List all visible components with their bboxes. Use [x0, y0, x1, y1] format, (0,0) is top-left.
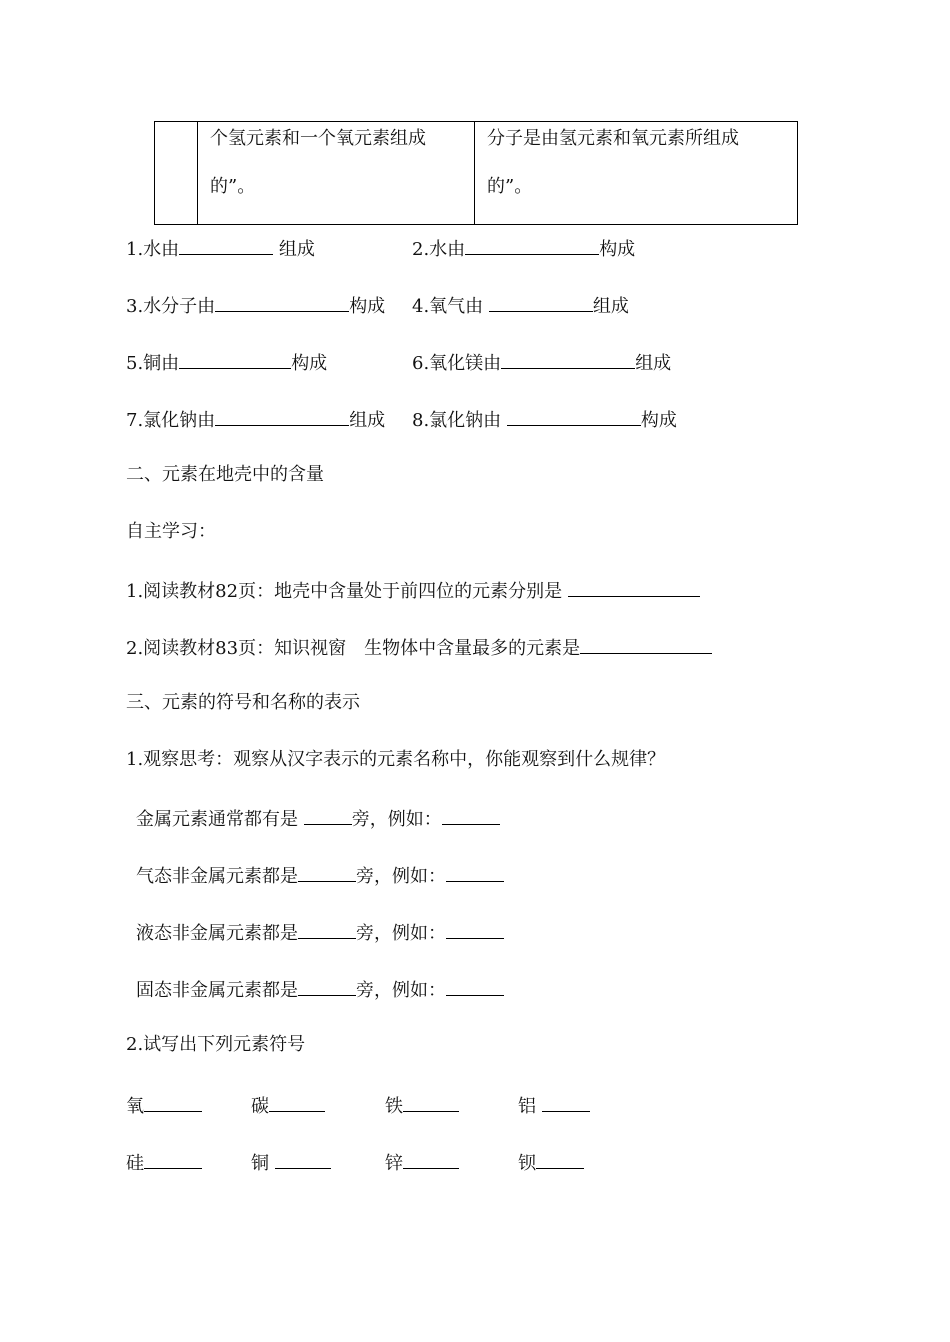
rule-item: [136, 806, 500, 831]
question-text: 金属元素通常都有是: [136, 809, 304, 830]
element-name: 铝: [518, 1096, 542, 1117]
reading-item-1: [126, 578, 700, 603]
question-text: 构成: [599, 239, 636, 260]
answer-blank[interactable]: [298, 863, 356, 882]
question-text: 2.阅读教材83页：知识视窗 生物体中含量最多的元素是: [126, 638, 581, 659]
question-text: 8.氯化钠由: [412, 410, 507, 431]
answer-blank[interactable]: [507, 407, 641, 426]
answer-blank[interactable]: [536, 1150, 584, 1169]
question-text: 6.氧化镁由: [412, 353, 502, 374]
element-item: [385, 1093, 459, 1118]
element-item: [385, 1150, 459, 1175]
table-text: 个氢元素和一个氧元素组成: [210, 128, 426, 149]
element-name: 氧: [126, 1096, 144, 1117]
answer-blank[interactable]: [465, 236, 599, 255]
section-heading: 二、元素在地壳中的含量: [126, 464, 324, 485]
question-text: 构成: [640, 410, 677, 431]
question-text: 3.水分子由: [126, 296, 216, 317]
element-item: [126, 1093, 202, 1118]
question-8: [412, 407, 677, 432]
table-cell-correct: [475, 122, 798, 225]
element-name: 铜: [251, 1153, 275, 1174]
question-text: 旁，例如：: [356, 923, 446, 944]
answer-blank[interactable]: [179, 236, 273, 255]
rule-item: [136, 920, 504, 945]
question-text: 1.阅读教材82页：地壳中含量处于前四位的元素分别是: [126, 581, 568, 602]
question-3: [126, 293, 385, 318]
section-heading: 三、元素的符号和名称的表示: [126, 692, 360, 713]
answer-blank[interactable]: [179, 350, 291, 369]
answer-blank[interactable]: [215, 407, 349, 426]
answer-blank[interactable]: [542, 1093, 590, 1112]
answer-blank[interactable]: [580, 635, 712, 654]
question-text: 1.水由: [126, 239, 180, 260]
element-name: 钡: [518, 1153, 536, 1174]
question-text: 旁，例如：: [351, 809, 442, 830]
element-name: 铁: [385, 1096, 403, 1117]
rule-item: [136, 977, 504, 1002]
table-cell-incorrect: [198, 122, 475, 225]
answer-blank[interactable]: [144, 1093, 202, 1112]
question-text: 组成: [273, 239, 315, 260]
question-text: 构成: [349, 296, 386, 317]
reading-item-2: [126, 635, 712, 660]
question-text: 4.氧气由: [412, 296, 489, 317]
question-text: 7.氯化钠由: [126, 410, 216, 431]
element-item: [126, 1150, 202, 1175]
answer-blank[interactable]: [298, 977, 356, 996]
question-text: 2.水由: [412, 239, 466, 260]
question-text: 气态非金属元素都是: [136, 866, 298, 887]
table-text: 的”。: [487, 176, 533, 197]
question-text: 组成: [349, 410, 386, 431]
answer-blank[interactable]: [298, 920, 356, 939]
element-item: [518, 1150, 584, 1175]
question-2: [412, 236, 635, 261]
question-text: 构成: [291, 353, 328, 374]
question-text: 旁，例如：: [356, 866, 446, 887]
question-6: [412, 350, 671, 375]
observe-question: 1.观察思考：观察从汉字表示的元素名称中，你能观察到什么规律？: [126, 749, 666, 770]
question-text: 固态非金属元素都是: [136, 980, 298, 1001]
self-study-label: 自主学习：: [126, 521, 216, 542]
answer-blank[interactable]: [446, 863, 504, 882]
element-item: [518, 1093, 590, 1118]
element-name: 碳: [251, 1096, 269, 1117]
element-name: 硅: [126, 1153, 144, 1174]
answer-blank[interactable]: [568, 578, 700, 597]
answer-blank[interactable]: [275, 1150, 331, 1169]
element-name: 锌: [385, 1153, 403, 1174]
answer-blank[interactable]: [501, 350, 635, 369]
element-item: [251, 1150, 331, 1175]
question-1: [126, 236, 315, 261]
table-text: 的”。: [210, 176, 256, 197]
answer-blank[interactable]: [446, 920, 504, 939]
answer-blank[interactable]: [403, 1093, 459, 1112]
question-4: [412, 293, 629, 318]
answer-blank[interactable]: [144, 1150, 202, 1169]
answer-blank[interactable]: [446, 977, 504, 996]
answer-blank[interactable]: [269, 1093, 325, 1112]
answer-blank[interactable]: [442, 806, 500, 825]
table-cell-empty: [155, 122, 198, 225]
question-7: [126, 407, 385, 432]
answer-blank[interactable]: [489, 293, 593, 312]
question-5: [126, 350, 327, 375]
element-item: [251, 1093, 325, 1118]
answer-blank[interactable]: [215, 293, 349, 312]
question-text: 旁，例如：: [356, 980, 446, 1001]
answer-blank[interactable]: [403, 1150, 459, 1169]
table-text: 分子是由氢元素和氧元素所组成: [487, 128, 739, 149]
answer-blank[interactable]: [304, 806, 352, 825]
comparison-table: [154, 121, 798, 225]
question-text: 组成: [635, 353, 672, 374]
question-text: 组成: [592, 296, 629, 317]
question-text: 液态非金属元素都是: [136, 923, 298, 944]
question-text: 5.铜由: [126, 353, 180, 374]
write-symbols-heading: 2.试写出下列元素符号: [126, 1034, 306, 1055]
rule-item: [136, 863, 504, 888]
